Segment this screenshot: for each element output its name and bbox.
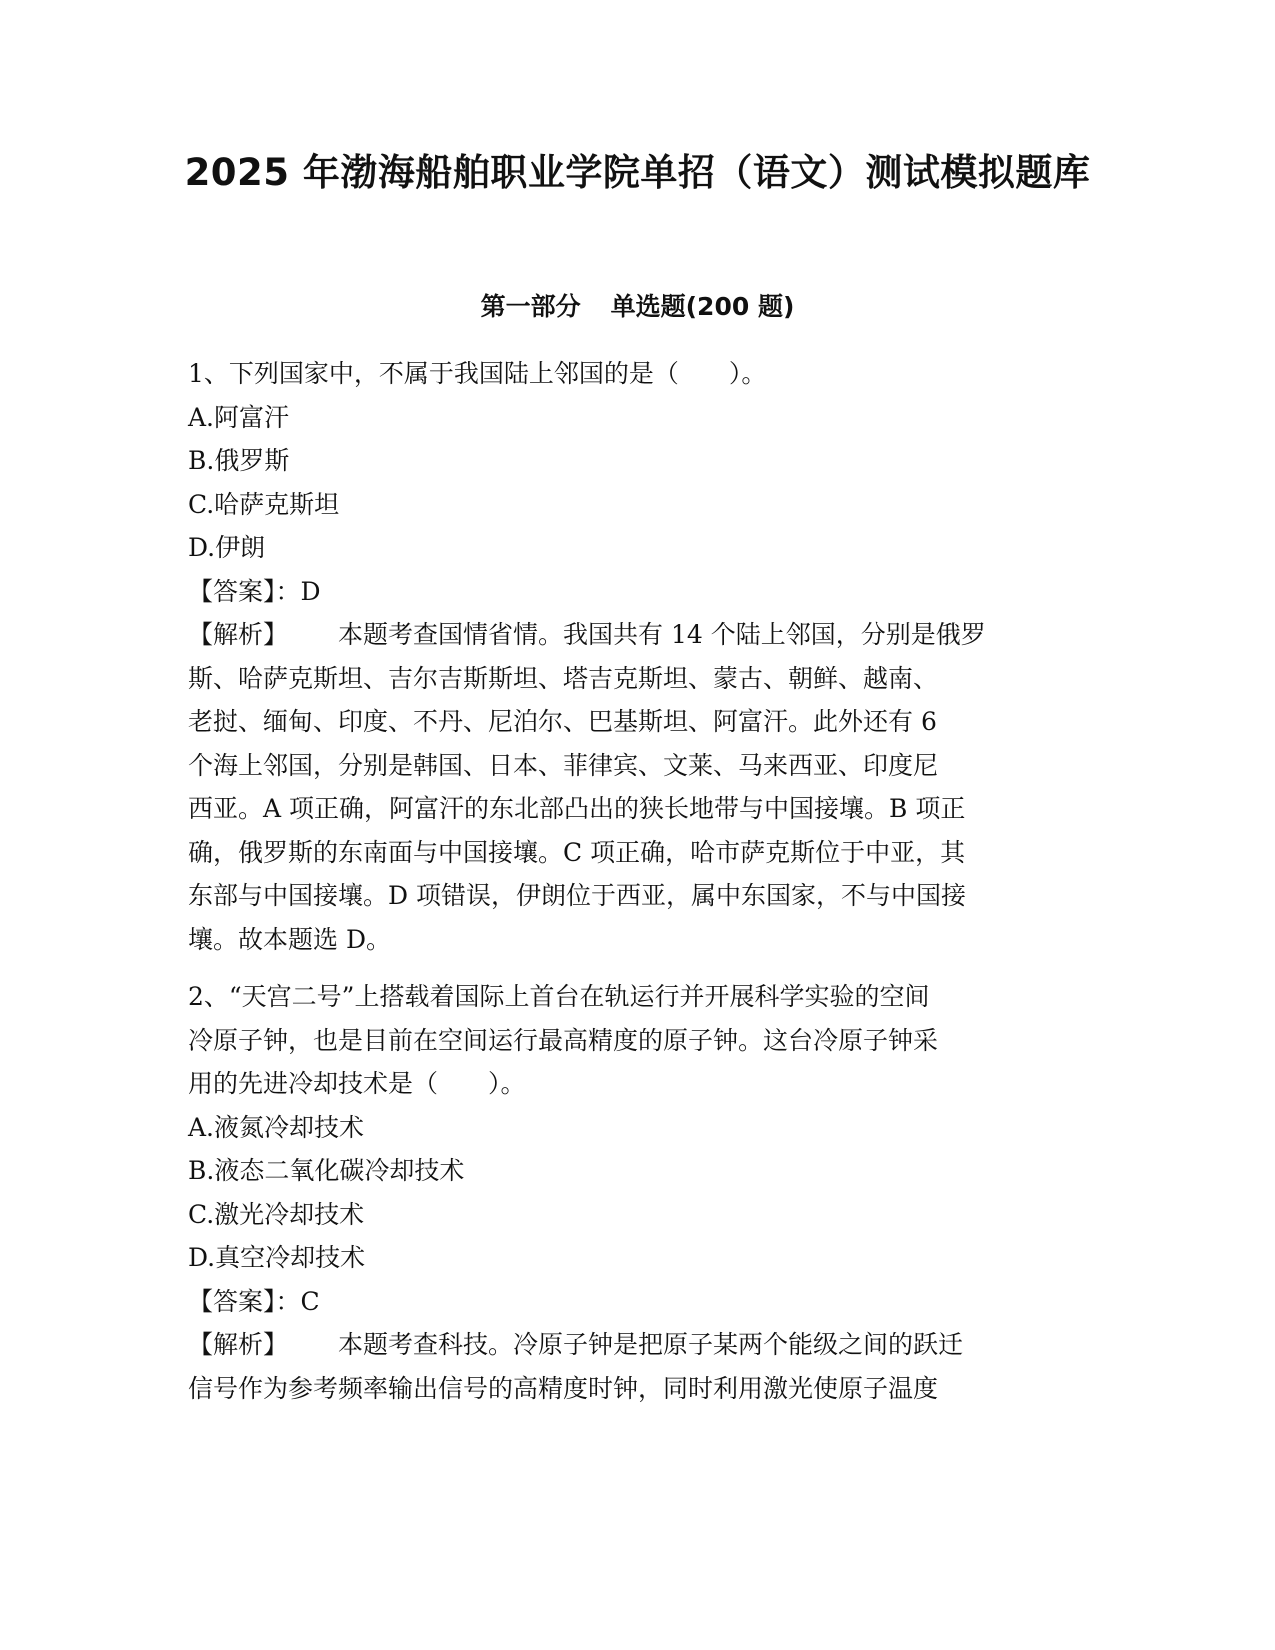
option-d: D.真空冷却技术 [188,1243,366,1272]
explanation-first-line [188,1323,1088,1367]
explanation-line: 老挝、缅甸、印度、不丹、尼泊尔、巴基斯坦、阿富汗。此外还有 6 [188,707,937,736]
explanation-line: 西亚。A 项正确，阿富汗的东北部凸出的狭长地带与中国接壤。B 项正 [188,794,966,823]
option-b: B.俄罗斯 [188,446,290,475]
question-stem: 冷原子钟，也是目前在空间运行最高精度的原子钟。这台冷原子钟采 [188,1025,939,1055]
option-a: A.液氮冷却技术 [188,1112,365,1142]
option-b: B.液态二氧化碳冷却技术 [188,1156,465,1185]
question-stem: 2、“天宫二号”上搭载着国际上首台在轨运行并开展科学实验的空间 [188,982,930,1011]
question-2 [188,975,1088,1410]
option-a: A.阿富汗 [188,402,290,432]
section-heading [0,290,1275,324]
explanation-line: 信号作为参考频率输出信号的高精度时钟，同时利用激光使原子温度 [188,1373,939,1403]
explanation-line: 斯、哈萨克斯坦、吉尔吉斯斯坦、塔吉克斯坦、蒙古、朝鲜、越南、 [188,663,939,693]
answer-line: 【答案】：D [188,576,321,606]
answer-line: 【答案】：C [188,1286,320,1316]
option-d: D.伊朗 [188,533,266,562]
explanation-line: 个海上邻国，分别是韩国、日本、菲律宾、文莱、马来西亚、印度尼 [188,750,939,780]
explanation-line: 壤。故本题选 D。 [188,924,391,954]
question-stem: 用的先进冷却技术是（ ）。 [188,1069,526,1098]
question-1 [188,352,1088,961]
question-spacer [188,961,1088,975]
option-c: C.哈萨克斯坦 [188,489,340,519]
explanation-label: 【解析】 [188,1330,289,1359]
section-subtitle: 单选题(200 题) [610,292,795,321]
document-title: 2025 年渤海船舶职业学院单招（语文）测试模拟题库 [184,151,1091,194]
explanation-label: 【解析】 [188,620,289,649]
question-stem: 1、下列国家中，不属于我国陆上邻国的是（ ）。 [188,359,767,388]
option-c: C.激光冷却技术 [188,1199,365,1229]
explanation-line: 东部与中国接壤。D 项错误，伊朗位于西亚，属中东国家，不与中国接 [188,881,966,910]
explanation-text: 本题考查国情省情。我国共有 14 个陆上邻国，分别是俄罗 [338,620,986,649]
explanation-text: 本题考查科技。冷原子钟是把原子某两个能级之间的跃迁 [338,1330,964,1359]
explanation-first-line [188,613,1088,657]
question-list [188,352,1088,1410]
section-title: 第一部分 [480,292,581,321]
explanation-line: 确，俄罗斯的东南面与中国接壤。C 项正确，哈市萨克斯位于中亚，其 [188,837,966,867]
